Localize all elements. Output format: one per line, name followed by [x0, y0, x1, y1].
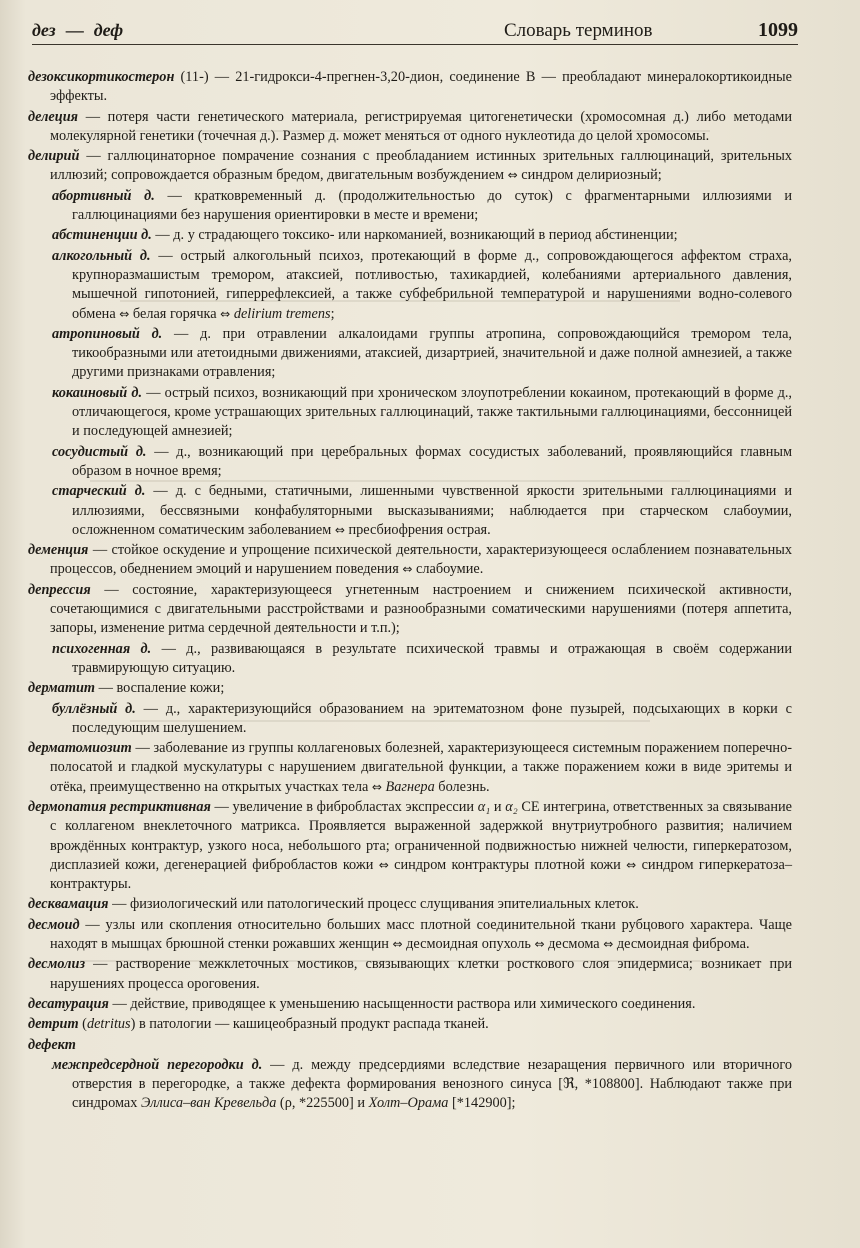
subentry — [28, 700, 792, 739]
subentry — [28, 443, 792, 482]
subentry — [28, 325, 792, 383]
definition-text: — кратковременный д. (продолжительностью до суток) с фрагментарными иллюзиями и галлюцинациями без нарушения ориентировки в месте и времени; — [72, 187, 793, 224]
entry-term: десмолиз — [28, 956, 86, 973]
definition-text: ) в патологии — кашицеобразный продукт распада тканей. — [130, 1016, 489, 1033]
glossary-entries — [28, 68, 792, 1115]
definition-text: слабоумие. — [412, 561, 484, 578]
entry-term-suffix: (11-) — [174, 69, 209, 85]
synonym-arrow-icon: ⇔ — [534, 937, 545, 952]
definition-text: белая горячка — [129, 305, 221, 322]
entry-term: дезоксикортикостерон — [28, 69, 175, 85]
definition-text: — потеря части генетического материала, регистрируемая цитогенетически (хромосомная д.) либо методами молекулярной генетики (точечная д.). Размер д. может меняться от одного нуклеотида до целой хромосомы. — [50, 108, 792, 144]
subentry — [28, 384, 792, 442]
synonym-arrow-icon: ⇔ — [402, 562, 413, 577]
subentry — [28, 226, 792, 245]
glossary-entry — [28, 916, 792, 955]
definition-text: — д. между предсердиями вследствие незаращения первичного или вторичного отверстия в перегородке, а также дефекта формирования венозного синуса [ℜ, *108800]. Наблюдают также при синдромах — [72, 1056, 792, 1112]
entry-term: сосудистый д. — [52, 443, 147, 460]
definition-text: [*142900]; — [448, 1095, 516, 1112]
entry-term: межпредсердной перегородки д. — [52, 1056, 263, 1073]
italic-text: Холт–Орама — [368, 1095, 449, 1112]
entry-term: деменция — [28, 542, 89, 559]
entry-term: делеция — [28, 108, 79, 125]
glossary-entry — [28, 798, 792, 894]
header-range-start: дез — [32, 20, 56, 40]
glossary-entry — [28, 955, 792, 994]
entry-term: десатурация — [28, 995, 109, 1012]
definition-text: синдром делириозный; — [517, 167, 662, 184]
italic-text: delirium tremens — [233, 305, 331, 322]
synonym-arrow-icon: ⇔ — [392, 937, 403, 952]
page-number: 1099 — [758, 19, 798, 41]
glossary-entry — [28, 541, 792, 580]
definition-text: СЕ интегрина, ответственных за связывание с коллагеном внеклеточного матрикса. Проявляется выраженной задержкой внутриутробного развития; наличием врождённых контрактур, узкого носа, небольшого рта; ограниченной подвижностью нижней челюсти, гиперкератозом, дисплазией кожи, дегенерацией фибробластов кожи — [50, 798, 792, 873]
entry-term: атропиновый д. — [52, 325, 163, 342]
definition-text: — галлюцинаторное помрачение сознания с преобладанием истинных зрительных галлюцинаций, зрительных иллюзий; сопровождается образным бредом, двигательным возбуждением — [50, 148, 792, 184]
entry-term: детрит — [28, 1016, 79, 1033]
glossary-entry — [28, 581, 792, 639]
italic-text: Вагнера — [385, 778, 435, 795]
entry-term: буллёзный д. — [52, 700, 136, 717]
definition-text: десмома — [544, 936, 604, 953]
glossary-entry — [28, 1036, 792, 1055]
definition-text: — узлы или скопления относительно больших масс плотной соединительной ткани рубцового характера. Чаще находят в мышцах брюшной стенки рожавших женщин — [50, 916, 792, 953]
definition-text: синдром контрактуры плотной кожи — [388, 856, 627, 873]
definition-text: ; — [330, 305, 335, 322]
synonym-arrow-icon: ⇔ — [507, 168, 518, 183]
definition-text: десмоидная опухоль — [402, 936, 535, 953]
definition-text: — увеличение в фибробластах экспрессии — [210, 798, 478, 815]
synonym-arrow-icon: ⇔ — [626, 857, 637, 872]
subentry — [28, 482, 792, 540]
entry-term: кокаиновый д. — [52, 384, 143, 401]
subentry — [28, 187, 792, 226]
synonym-arrow-icon: ⇔ — [371, 779, 382, 794]
glossary-entry — [28, 108, 792, 147]
entry-term: психогенная д. — [52, 640, 152, 657]
italic-text: Эллиса–ван Кревельда — [140, 1095, 277, 1112]
entry-term: делирий — [28, 148, 80, 165]
entry-term: десмоид — [28, 916, 80, 933]
definition-text: — заболевание из группы коллагеновых болезней, характеризующееся системным поражением поперечно-полосатой и гладкой мускулатуры с нарушением двигательной функции, а также поражением кожи в виде эритемы и отёка, преимущественно на открытых участках тела — [50, 740, 792, 795]
italic-text: α₁ — [477, 798, 491, 815]
synonym-arrow-icon: ⇔ — [334, 522, 345, 537]
italic-text: α₂ — [505, 798, 518, 815]
definition-text: — д. у страдающего токсико- или наркоманией, возникающий в период абстиненции; — [151, 227, 678, 244]
synonym-arrow-icon: ⇔ — [603, 937, 614, 952]
definition-text: — 21-гидрокси-4-прегнен-3,20-дион, соединение B — преобладают минералокортикоидные эффекты. — [50, 69, 793, 105]
synonym-arrow-icon: ⇔ — [378, 857, 389, 872]
definition-text: синдром гиперкератоза–контрактуры. — [50, 856, 792, 893]
synonym-arrow-icon: ⇔ — [220, 306, 231, 321]
definition-text: и — [490, 798, 506, 815]
glossary-entry — [28, 147, 792, 186]
synonym-arrow-icon: ⇔ — [119, 306, 130, 321]
glossary-entry — [28, 68, 792, 107]
entry-term: дермопатия рестриктивная — [28, 798, 211, 815]
entry-term: алкогольный д. — [52, 247, 151, 264]
glossary-entry — [28, 679, 792, 698]
entry-term: десквамация — [28, 896, 109, 913]
italic-text: detritus — [86, 1016, 131, 1033]
definition-text: (ρ, *225500] и — [276, 1095, 369, 1112]
entry-term: дерматит — [28, 680, 96, 697]
definition-text: — острый психоз, возникающий при хроническом злоупотреблении кокаином, протекающий в форме д., отличающегося, кроме устрашающих зрительных галлюцинаций, также тактильными галлюцинациями, бессонницей и последующей амнезией; — [72, 384, 792, 440]
definition-text: болезнь. — [434, 778, 490, 795]
subentry — [28, 1056, 792, 1114]
definition-text: пресбиофрения острая. — [344, 521, 491, 538]
header-range-end: деф — [93, 20, 124, 40]
definition-text: — физиологический или патологический процесс слущивания эпителиальных клеток. — [108, 896, 639, 913]
page-header — [32, 14, 798, 45]
entry-term: дефект — [28, 1036, 76, 1053]
definition-text: — острый алкогольный психоз, протекающий в форме д., сопровождающегося аффектом страха, крупноразмашистым тремором, атаксией, потливостью, тахикардией, колебаниями артериального давления, мышечной гипотонией, гиперрефлексией, а также субфебрильной температурой и нарушениями водно-солевого обмена — [72, 247, 793, 322]
subentry — [28, 247, 792, 324]
definition-text: ( — [78, 1016, 87, 1033]
definition-text: — воспаление кожи; — [95, 680, 225, 697]
header-title: Словарь терминов — [504, 20, 653, 41]
entry-term: абортивный д. — [52, 187, 155, 204]
definition-text: — стойкое оскудение и упрощение психической деятельности, характеризующееся ослаблением познавательных процессов, обеднением эмоций и нарушением поведения — [50, 542, 792, 578]
definition-text: десмоидная фиброма. — [613, 936, 750, 953]
glossary-entry — [28, 895, 792, 914]
entry-term: старческий д. — [52, 483, 146, 500]
glossary-entry — [28, 739, 792, 797]
definition-text: — д., развивающаяся в результате психической травмы и отражающая в своём содержании травмирующую ситуацию. — [72, 640, 792, 676]
entry-term: дерматомиозит — [28, 740, 132, 757]
definition-text: — растворение межклеточных мостиков, связывающих клетки росткового слоя эпидермиса; возникает при нарушениях процесса ороговения. — [50, 956, 792, 992]
definition-text: — действие, приводящее к уменьшению насыщенности раствора или химического соединения. — [108, 995, 696, 1012]
subentry — [28, 640, 792, 679]
header-term-range — [32, 20, 123, 41]
glossary-entry — [28, 1015, 792, 1034]
definition-text: — д. при отравлении алкалоидами группы атропина, сопровождающийся тремором тела, тикообразными или атетоидными движениями, атаксией, дизартрией, значительной и даже полной амнезией, а также другими признаками отравления; — [72, 325, 792, 381]
definition-text: — состояние, характеризующееся угнетенным настроением и снижением психической активности, сочетающимися с двигательными расстройствами и разнообразными соматическими нарушениями (потеря аппетита, запоры, изменение ритма сердечной деятельности и т.п.); — [50, 581, 792, 637]
entry-term: абстиненции д. — [52, 227, 152, 244]
entry-term: депрессия — [28, 581, 91, 598]
definition-text: — д., возникающий при церебральных формах сосудистых заболеваний, проявляющийся главным образом в ночное время; — [72, 443, 793, 479]
glossary-entry — [28, 995, 792, 1014]
definition-text: — д., характеризующийся образованием на эритематозном фоне пузырей, подсыхающих в корки с последующим шелушением. — [72, 700, 792, 736]
definition-text: — д. с бедными, статичными, лишенными чувственной яркости зрительными галлюцинациями и иллюзиями, бессвязными конфабуляторными высказываниями; наблюдается при старческом слабоумии, осложненном соматическим заболеванием — [72, 483, 792, 538]
header-range-dash: — — [65, 20, 84, 40]
